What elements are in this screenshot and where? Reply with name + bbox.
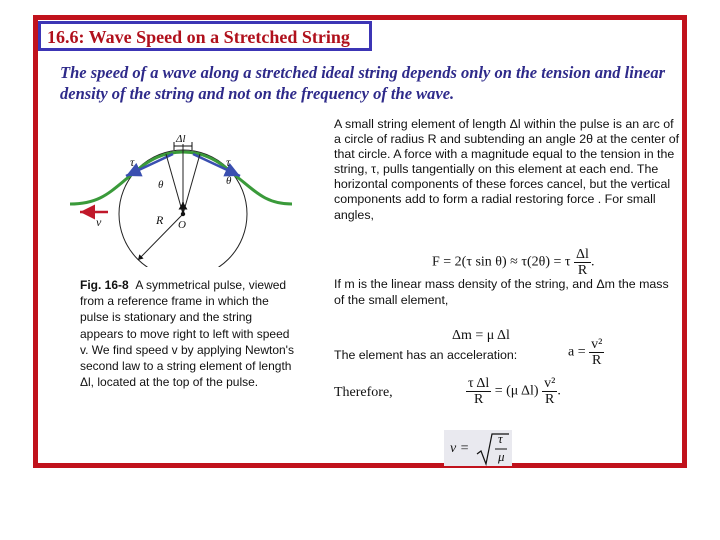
acceleration-label: The element has an acceleration:	[334, 348, 518, 362]
force-equation-lhs: F = 2(τ sin θ) ≈ τ(2θ) = τ	[432, 254, 571, 270]
speed-numerator: τ	[498, 431, 503, 446]
tension-arrow-right	[193, 154, 240, 176]
pulse-figure	[70, 132, 295, 267]
therefore-denominator-1: R	[473, 392, 484, 407]
acceleration-equation	[568, 337, 604, 368]
therefore-numerator-1: τ Δl	[468, 376, 490, 391]
theta-right-label: θ	[226, 175, 232, 187]
force-equation-numerator: Δl	[576, 247, 589, 262]
speed-equation-lhs: v =	[450, 441, 470, 456]
velocity-label: v	[96, 215, 102, 229]
therefore-numerator-2: v²	[544, 376, 556, 391]
acceleration-numerator: v²	[591, 337, 603, 352]
slide-title: 16.6: Wave Speed on a Stretched String	[38, 21, 372, 51]
intro-statement: The speed of a wave along a stretched ideal string depends only on the tension and linear density of the string and not on the frequency of the wave.	[60, 63, 666, 103]
tau-right-label: τ	[226, 155, 231, 169]
acceleration-lhs: a =	[568, 344, 586, 360]
acceleration-denominator: R	[592, 353, 602, 368]
therefore-middle: = (μ Δl)	[494, 383, 539, 399]
radius-label: R	[156, 213, 164, 227]
force-equation	[432, 247, 594, 278]
speed-denominator: μ	[498, 449, 505, 464]
explanation-paragraph: A small string element of length Δl within the pulse is an arc of a circle of radius R and subtending an angle 2θ at the center of that circle. A force with a magnitude equal to the tension in the string, τ, pulls tangentially on this element at each end. The horizontal components of these forces cancel, but the vertical components add to form a radial restoring force . For small angles,	[334, 117, 680, 222]
therefore-denominator-2: R	[545, 392, 555, 407]
mass-density-paragraph: If m is the linear mass density of the string, and Δm the mass of the small element,	[334, 277, 669, 307]
theta-left-label: θ	[158, 179, 164, 191]
force-equation-denominator: R	[577, 263, 588, 278]
delta-l-label: Δl	[176, 133, 186, 145]
mass-equation: Δm = μ Δl	[452, 328, 510, 343]
center-label: O	[178, 219, 186, 231]
therefore-end: .	[557, 383, 561, 399]
figure-caption-label: Fig. 16-8	[80, 278, 129, 292]
force-equation-end: .	[590, 254, 595, 270]
pulse-string	[70, 152, 292, 204]
speed-equation-box	[444, 430, 512, 466]
therefore-label: Therefore,	[334, 385, 393, 400]
therefore-equation	[466, 376, 561, 407]
figure-caption	[80, 277, 295, 390]
tau-left-label: τ	[130, 155, 135, 169]
figure-caption-text: A symmetrical pulse, viewed from a reference frame in which the pulse is stationary and the string appears to move right to left with speed v. We find speed v by applying Newton's second law to a string element of length Δl, located at the top of the pulse.	[80, 278, 294, 390]
